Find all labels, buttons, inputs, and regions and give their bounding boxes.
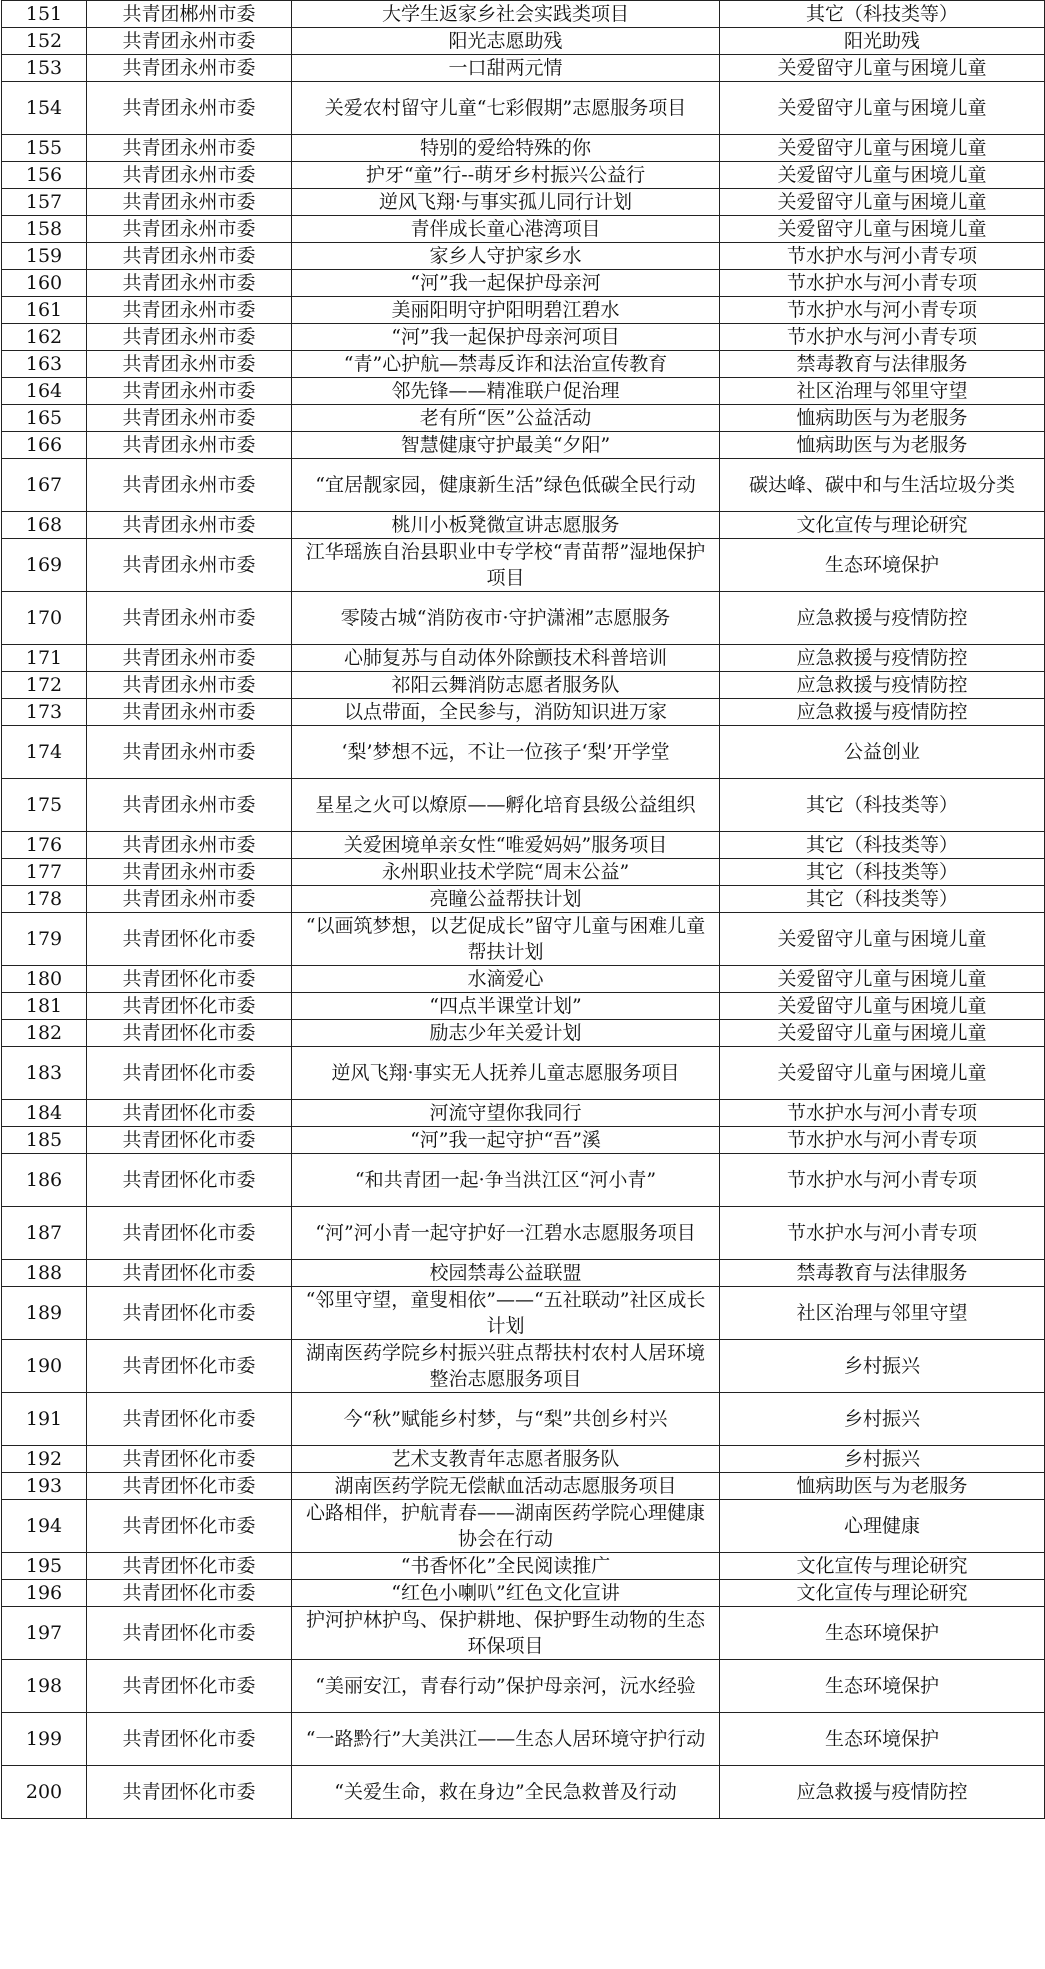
category-cell: 关爱留守儿童与困境儿童	[720, 82, 1045, 135]
organization-cell: 共青团永州市委	[87, 243, 292, 270]
category-cell: 关爱留守儿童与困境儿童	[720, 966, 1045, 993]
organization-cell: 共青团永州市委	[87, 135, 292, 162]
project-name-cell: “河”河小青一起守护好一江碧水志愿服务项目	[292, 1207, 720, 1260]
table-row	[2, 539, 1045, 592]
table-row	[2, 699, 1045, 726]
project-name-cell: 桃川小板凳微宣讲志愿服务	[292, 512, 720, 539]
organization-cell: 共青团怀化市委	[87, 1127, 292, 1154]
category-cell: 应急救援与疫情防控	[720, 672, 1045, 699]
row-number: 197	[2, 1607, 87, 1660]
table-row	[2, 1340, 1045, 1393]
row-number: 170	[2, 592, 87, 645]
organization-cell: 共青团怀化市委	[87, 1154, 292, 1207]
row-number: 182	[2, 1020, 87, 1047]
category-cell: 阳光助残	[720, 28, 1045, 55]
table-row	[2, 1713, 1045, 1766]
project-name-cell: 亮瞳公益帮扶计划	[292, 886, 720, 913]
category-cell: 文化宣传与理论研究	[720, 1553, 1045, 1580]
project-name-cell: “书香怀化”全民阅读推广	[292, 1553, 720, 1580]
category-cell: 恤病助医与为老服务	[720, 405, 1045, 432]
table-row	[2, 1154, 1045, 1207]
category-cell: 生态环境保护	[720, 1660, 1045, 1713]
project-name-cell: 美丽阳明守护阳明碧江碧水	[292, 297, 720, 324]
organization-cell: 共青团永州市委	[87, 189, 292, 216]
category-cell: 关爱留守儿童与困境儿童	[720, 1047, 1045, 1100]
row-number: 157	[2, 189, 87, 216]
table-row	[2, 1047, 1045, 1100]
table-row	[2, 28, 1045, 55]
category-cell: 节水护水与河小青专项	[720, 1154, 1045, 1207]
table-row	[2, 1393, 1045, 1446]
row-number: 183	[2, 1047, 87, 1100]
table-row	[2, 886, 1045, 913]
project-name-cell: 湖南医药学院无偿献血活动志愿服务项目	[292, 1473, 720, 1500]
row-number: 165	[2, 405, 87, 432]
row-number: 162	[2, 324, 87, 351]
row-number: 171	[2, 645, 87, 672]
table-row	[2, 1446, 1045, 1473]
project-name-cell: “河”我一起守护“吾”溪	[292, 1127, 720, 1154]
project-name-cell: 家乡人守护家乡水	[292, 243, 720, 270]
row-number: 160	[2, 270, 87, 297]
table-row	[2, 270, 1045, 297]
table-row	[2, 1127, 1045, 1154]
category-cell: 节水护水与河小青专项	[720, 297, 1045, 324]
row-number: 153	[2, 55, 87, 82]
project-name-cell: 零陵古城“消防夜市·守护潇湘”志愿服务	[292, 592, 720, 645]
row-number: 158	[2, 216, 87, 243]
category-cell: 乡村振兴	[720, 1446, 1045, 1473]
project-name-cell: 水滴爱心	[292, 966, 720, 993]
category-cell: 关爱留守儿童与困境儿童	[720, 189, 1045, 216]
project-name-cell: 星星之火可以燎原——孵化培育县级公益组织	[292, 779, 720, 832]
category-cell: 乡村振兴	[720, 1393, 1045, 1446]
table-row	[2, 243, 1045, 270]
organization-cell: 共青团怀化市委	[87, 1766, 292, 1819]
row-number: 175	[2, 779, 87, 832]
organization-cell: 共青团怀化市委	[87, 1287, 292, 1340]
project-name-cell: 校园禁毒公益联盟	[292, 1260, 720, 1287]
organization-cell: 共青团永州市委	[87, 859, 292, 886]
organization-cell: 共青团怀化市委	[87, 1047, 292, 1100]
organization-cell: 共青团永州市委	[87, 832, 292, 859]
table-row	[2, 966, 1045, 993]
project-name-cell: 阳光志愿助残	[292, 28, 720, 55]
table-row	[2, 459, 1045, 512]
table-row	[2, 55, 1045, 82]
table-row	[2, 297, 1045, 324]
project-name-cell: 河流守望你我同行	[292, 1100, 720, 1127]
category-cell: 恤病助医与为老服务	[720, 1473, 1045, 1500]
category-cell: 文化宣传与理论研究	[720, 512, 1045, 539]
row-number: 194	[2, 1500, 87, 1553]
project-name-cell: “河”我一起保护母亲河	[292, 270, 720, 297]
table-row	[2, 351, 1045, 378]
table-row	[2, 672, 1045, 699]
organization-cell: 共青团怀化市委	[87, 1473, 292, 1500]
table-row	[2, 645, 1045, 672]
row-number: 189	[2, 1287, 87, 1340]
organization-cell: 共青团怀化市委	[87, 1340, 292, 1393]
table-row	[2, 1473, 1045, 1500]
row-number: 184	[2, 1100, 87, 1127]
organization-cell: 共青团永州市委	[87, 405, 292, 432]
organization-cell: 共青团怀化市委	[87, 1660, 292, 1713]
category-cell: 乡村振兴	[720, 1340, 1045, 1393]
organization-cell: 共青团永州市委	[87, 672, 292, 699]
organization-cell: 共青团怀化市委	[87, 1553, 292, 1580]
project-name-cell: “青”心护航—禁毒反诈和法治宣传教育	[292, 351, 720, 378]
project-name-cell: 励志少年关爱计划	[292, 1020, 720, 1047]
project-name-cell: 江华瑶族自治县职业中专学校“青苗帮”湿地保护项目	[292, 539, 720, 592]
category-cell: 文化宣传与理论研究	[720, 1580, 1045, 1607]
organization-cell: 共青团郴州市委	[87, 1, 292, 28]
project-table	[1, 0, 1045, 1819]
category-cell: 应急救援与疫情防控	[720, 645, 1045, 672]
project-name-cell: 永州职业技术学院“周末公益”	[292, 859, 720, 886]
organization-cell: 共青团怀化市委	[87, 1260, 292, 1287]
row-number: 180	[2, 966, 87, 993]
table-row	[2, 779, 1045, 832]
organization-cell: 共青团怀化市委	[87, 966, 292, 993]
organization-cell: 共青团永州市委	[87, 539, 292, 592]
row-number: 167	[2, 459, 87, 512]
table-row	[2, 1607, 1045, 1660]
table-row	[2, 135, 1045, 162]
table-row	[2, 726, 1045, 779]
project-name-cell: “宜居靓家园，健康新生活”绿色低碳全民行动	[292, 459, 720, 512]
row-number: 195	[2, 1553, 87, 1580]
row-number: 164	[2, 378, 87, 405]
category-cell: 节水护水与河小青专项	[720, 1100, 1045, 1127]
table-row	[2, 162, 1045, 189]
category-cell: 生态环境保护	[720, 539, 1045, 592]
organization-cell: 共青团永州市委	[87, 351, 292, 378]
table-row	[2, 1553, 1045, 1580]
project-name-cell: 今“秋”赋能乡村梦，与“梨”共创乡村兴	[292, 1393, 720, 1446]
project-name-cell: 一口甜两元情	[292, 55, 720, 82]
project-name-cell: 以点带面，全民参与，消防知识进万家	[292, 699, 720, 726]
project-name-cell: “河”我一起保护母亲河项目	[292, 324, 720, 351]
category-cell: 节水护水与河小青专项	[720, 1207, 1045, 1260]
category-cell: 其它（科技类等）	[720, 779, 1045, 832]
table-row	[2, 189, 1045, 216]
table-row	[2, 324, 1045, 351]
project-name-cell: “四点半课堂计划”	[292, 993, 720, 1020]
organization-cell: 共青团怀化市委	[87, 1500, 292, 1553]
row-number: 176	[2, 832, 87, 859]
row-number: 152	[2, 28, 87, 55]
row-number: 187	[2, 1207, 87, 1260]
organization-cell: 共青团怀化市委	[87, 913, 292, 966]
category-cell: 其它（科技类等）	[720, 832, 1045, 859]
project-name-cell: 祁阳云舞消防志愿者服务队	[292, 672, 720, 699]
category-cell: 其它（科技类等）	[720, 859, 1045, 886]
organization-cell: 共青团永州市委	[87, 162, 292, 189]
project-name-cell: 青伴成长童心港湾项目	[292, 216, 720, 243]
organization-cell: 共青团永州市委	[87, 55, 292, 82]
category-cell: 其它（科技类等）	[720, 886, 1045, 913]
row-number: 191	[2, 1393, 87, 1446]
row-number: 172	[2, 672, 87, 699]
organization-cell: 共青团永州市委	[87, 592, 292, 645]
category-cell: 公益创业	[720, 726, 1045, 779]
organization-cell: 共青团永州市委	[87, 512, 292, 539]
table-row	[2, 1260, 1045, 1287]
category-cell: 关爱留守儿童与困境儿童	[720, 55, 1045, 82]
category-cell: 节水护水与河小青专项	[720, 243, 1045, 270]
project-name-cell: “一路黔行”大美洪江——生态人居环境守护行动	[292, 1713, 720, 1766]
table-row	[2, 1020, 1045, 1047]
organization-cell: 共青团永州市委	[87, 216, 292, 243]
table-row	[2, 1580, 1045, 1607]
category-cell: 碳达峰、碳中和与生活垃圾分类	[720, 459, 1045, 512]
organization-cell: 共青团怀化市委	[87, 993, 292, 1020]
table-row	[2, 832, 1045, 859]
project-name-cell: 邻先锋——精准联户促治理	[292, 378, 720, 405]
category-cell: 社区治理与邻里守望	[720, 1287, 1045, 1340]
table-row	[2, 993, 1045, 1020]
row-number: 186	[2, 1154, 87, 1207]
row-number: 174	[2, 726, 87, 779]
project-name-cell: 护牙“童”行--萌牙乡村振兴公益行	[292, 162, 720, 189]
organization-cell: 共青团永州市委	[87, 378, 292, 405]
row-number: 192	[2, 1446, 87, 1473]
table-body	[2, 1, 1045, 1819]
organization-cell: 共青团永州市委	[87, 726, 292, 779]
project-name-cell: 逆风飞翔·与事实孤儿同行计划	[292, 189, 720, 216]
table-row	[2, 592, 1045, 645]
project-name-cell: 心肺复苏与自动体外除颤技术科普培训	[292, 645, 720, 672]
row-number: 196	[2, 1580, 87, 1607]
organization-cell: 共青团永州市委	[87, 779, 292, 832]
project-name-cell: 老有所“医”公益活动	[292, 405, 720, 432]
category-cell: 节水护水与河小青专项	[720, 1127, 1045, 1154]
category-cell: 生态环境保护	[720, 1713, 1045, 1766]
row-number: 154	[2, 82, 87, 135]
row-number: 188	[2, 1260, 87, 1287]
category-cell: 禁毒教育与法律服务	[720, 351, 1045, 378]
category-cell: 心理健康	[720, 1500, 1045, 1553]
category-cell: 社区治理与邻里守望	[720, 378, 1045, 405]
category-cell: 关爱留守儿童与困境儿童	[720, 913, 1045, 966]
organization-cell: 共青团怀化市委	[87, 1207, 292, 1260]
project-name-cell: 护河护林护鸟、保护耕地、保护野生动物的生态环保项目	[292, 1607, 720, 1660]
organization-cell: 共青团永州市委	[87, 459, 292, 512]
project-name-cell: 艺术支教青年志愿者服务队	[292, 1446, 720, 1473]
organization-cell: 共青团永州市委	[87, 432, 292, 459]
category-cell: 关爱留守儿童与困境儿童	[720, 135, 1045, 162]
organization-cell: 共青团永州市委	[87, 82, 292, 135]
project-name-cell: “美丽安江，青春行动”保护母亲河，沅水经验	[292, 1660, 720, 1713]
project-name-cell: 逆风飞翔·事实无人抚养儿童志愿服务项目	[292, 1047, 720, 1100]
row-number: 177	[2, 859, 87, 886]
row-number: 156	[2, 162, 87, 189]
row-number: 168	[2, 512, 87, 539]
table-row	[2, 512, 1045, 539]
project-name-cell: “红色小喇叭”红色文化宣讲	[292, 1580, 720, 1607]
table-row	[2, 216, 1045, 243]
category-cell: 生态环境保护	[720, 1607, 1045, 1660]
row-number: 179	[2, 913, 87, 966]
category-cell: 禁毒教育与法律服务	[720, 1260, 1045, 1287]
row-number: 155	[2, 135, 87, 162]
row-number: 198	[2, 1660, 87, 1713]
table-row	[2, 1500, 1045, 1553]
table-row	[2, 378, 1045, 405]
row-number: 159	[2, 243, 87, 270]
organization-cell: 共青团永州市委	[87, 324, 292, 351]
table-row	[2, 1660, 1045, 1713]
category-cell: 关爱留守儿童与困境儿童	[720, 216, 1045, 243]
row-number: 199	[2, 1713, 87, 1766]
project-name-cell: ‘梨’梦想不远，不让一位孩子‘梨’开学堂	[292, 726, 720, 779]
organization-cell: 共青团怀化市委	[87, 1020, 292, 1047]
row-number: 193	[2, 1473, 87, 1500]
row-number: 173	[2, 699, 87, 726]
row-number: 163	[2, 351, 87, 378]
project-name-cell: 关爱困境单亲女性“唯爱妈妈”服务项目	[292, 832, 720, 859]
project-name-cell: 湖南医药学院乡村振兴驻点帮扶村农村人居环境整治志愿服务项目	[292, 1340, 720, 1393]
row-number: 169	[2, 539, 87, 592]
table-row	[2, 432, 1045, 459]
project-name-cell: “和共青团一起·争当洪江区“河小青”	[292, 1154, 720, 1207]
row-number: 181	[2, 993, 87, 1020]
table-row	[2, 1287, 1045, 1340]
table-row	[2, 913, 1045, 966]
category-cell: 关爱留守儿童与困境儿童	[720, 1020, 1045, 1047]
row-number: 161	[2, 297, 87, 324]
project-name-cell: “关爱生命，救在身边”全民急救普及行动	[292, 1766, 720, 1819]
organization-cell: 共青团怀化市委	[87, 1580, 292, 1607]
row-number: 151	[2, 1, 87, 28]
category-cell: 节水护水与河小青专项	[720, 270, 1045, 297]
table-row	[2, 859, 1045, 886]
row-number: 190	[2, 1340, 87, 1393]
project-name-cell: “以画筑梦想，以艺促成长”留守儿童与困难儿童帮扶计划	[292, 913, 720, 966]
table-row	[2, 1766, 1045, 1819]
category-cell: 应急救援与疫情防控	[720, 592, 1045, 645]
table-row	[2, 1100, 1045, 1127]
row-number: 178	[2, 886, 87, 913]
category-cell: 其它（科技类等）	[720, 1, 1045, 28]
table-row	[2, 405, 1045, 432]
organization-cell: 共青团怀化市委	[87, 1607, 292, 1660]
organization-cell: 共青团怀化市委	[87, 1713, 292, 1766]
table-row	[2, 1207, 1045, 1260]
row-number: 166	[2, 432, 87, 459]
organization-cell: 共青团怀化市委	[87, 1393, 292, 1446]
table-row	[2, 82, 1045, 135]
row-number: 200	[2, 1766, 87, 1819]
organization-cell: 共青团永州市委	[87, 886, 292, 913]
category-cell: 应急救援与疫情防控	[720, 1766, 1045, 1819]
project-name-cell: 心路相伴，护航青春——湖南医药学院心理健康协会在行动	[292, 1500, 720, 1553]
category-cell: 恤病助医与为老服务	[720, 432, 1045, 459]
table-row	[2, 1, 1045, 28]
organization-cell: 共青团永州市委	[87, 297, 292, 324]
category-cell: 关爱留守儿童与困境儿童	[720, 162, 1045, 189]
organization-cell: 共青团怀化市委	[87, 1446, 292, 1473]
project-name-cell: 大学生返家乡社会实践类项目	[292, 1, 720, 28]
project-name-cell: 关爱农村留守儿童“七彩假期”志愿服务项目	[292, 82, 720, 135]
category-cell: 节水护水与河小青专项	[720, 324, 1045, 351]
organization-cell: 共青团永州市委	[87, 270, 292, 297]
category-cell: 应急救援与疫情防控	[720, 699, 1045, 726]
organization-cell: 共青团永州市委	[87, 699, 292, 726]
organization-cell: 共青团怀化市委	[87, 1100, 292, 1127]
organization-cell: 共青团永州市委	[87, 28, 292, 55]
organization-cell: 共青团永州市委	[87, 645, 292, 672]
project-name-cell: 特别的爱给特殊的你	[292, 135, 720, 162]
project-name-cell: “邻里守望，童叟相依”——“五社联动”社区成长计划	[292, 1287, 720, 1340]
category-cell: 关爱留守儿童与困境儿童	[720, 993, 1045, 1020]
row-number: 185	[2, 1127, 87, 1154]
project-name-cell: 智慧健康守护最美“夕阳”	[292, 432, 720, 459]
